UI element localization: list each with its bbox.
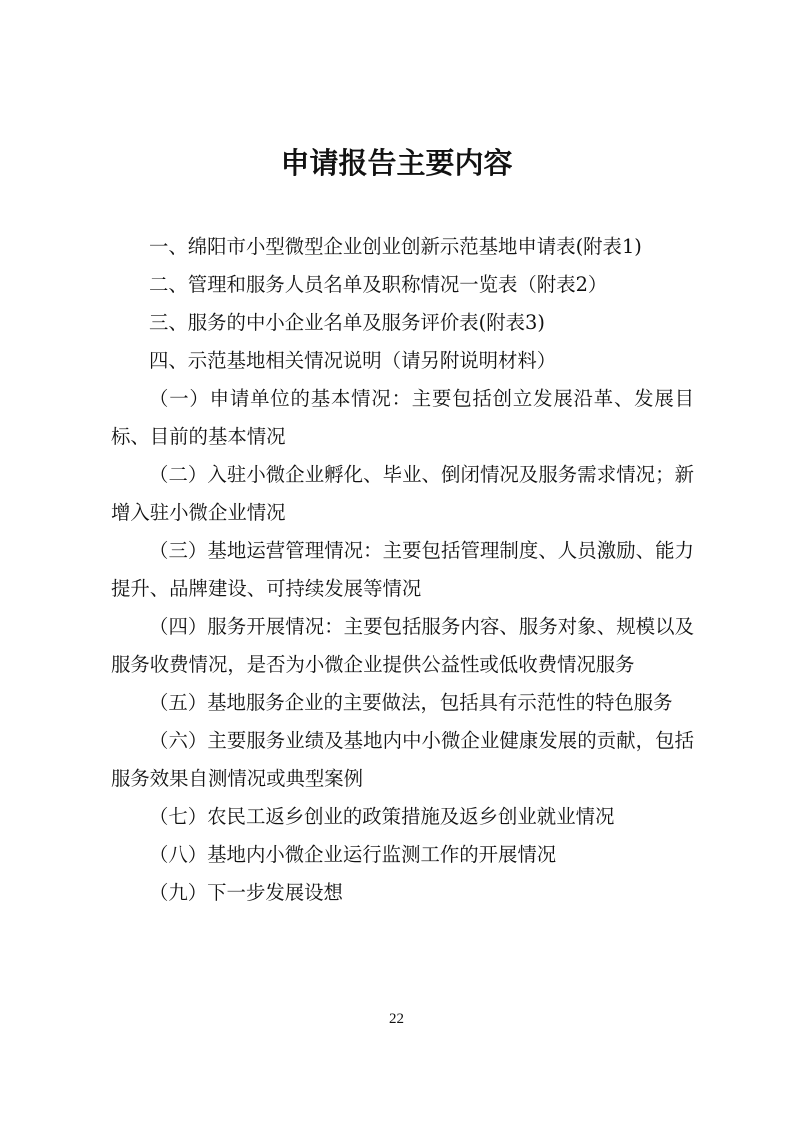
content-item-4-6: （六）主要服务业绩及基地内中小微企业健康发展的贡献，包括服务效果自测情况或典型案例 <box>111 729 694 790</box>
content-item-4: 四、示范基地相关情况说明（请另附说明材料） <box>149 349 557 372</box>
page-number: 22 <box>389 1011 404 1027</box>
content-item-4-9: （九）下一步发展设想 <box>149 881 343 904</box>
content-item-4-1: （一）申请单位的基本情况：主要包括创立发展沿革、发展目标、目前的基本情况 <box>111 387 694 448</box>
content-item-1: 一、绵阳市小型微型企业创业创新示范基地申请表(附表1) <box>149 235 642 258</box>
content-item-2: 二、管理和服务人员名单及职称情况一览表（附表2） <box>149 273 608 296</box>
content-item-4-2: （二）入驻小微企业孵化、毕业、倒闭情况及服务需求情况；新增入驻小微企业情况 <box>111 463 694 524</box>
content-item-4-5: （五）基地服务企业的主要做法，包括具有示范性的特色服务 <box>149 691 673 714</box>
content-item-4-7: （七）农民工返乡创业的政策措施及返乡创业就业情况 <box>149 805 615 828</box>
content-list <box>111 228 694 912</box>
content-item-4-3: （三）基地运营管理情况：主要包括管理制度、人员激励、能力提升、品牌建设、可持续发展等情况 <box>111 539 694 600</box>
content-item-3: 三、服务的中小企业名单及服务评价表(附表3) <box>149 311 545 334</box>
content-item-4-8: （八）基地内小微企业运行监测工作的开展情况 <box>149 843 557 866</box>
document-title: 申请报告主要内容 <box>280 146 513 180</box>
content-item-4-4: （四）服务开展情况：主要包括服务内容、服务对象、规模以及服务收费情况，是否为小微企业提供公益性或低收费情况服务 <box>111 615 694 676</box>
